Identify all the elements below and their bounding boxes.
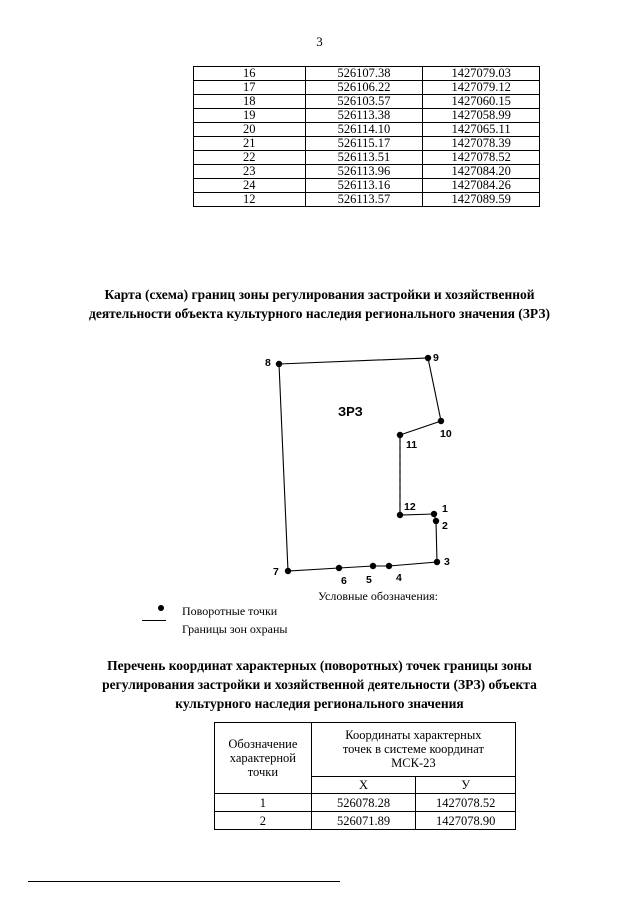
coordinates-table (214, 722, 516, 830)
point-label-6: 6 (341, 575, 347, 587)
point-label-12: 12 (404, 501, 416, 513)
boundary-point-9 (425, 355, 431, 361)
boundary-point-4 (386, 563, 392, 569)
y-coordinate-cell: 1427079.03 (423, 67, 540, 81)
x-coordinate-cell: 526114.10 (305, 123, 423, 137)
point-label-7: 7 (273, 566, 279, 578)
boundary-point-3 (434, 559, 440, 565)
point-label-5: 5 (366, 574, 372, 586)
x-coordinate-cell: 526113.96 (305, 165, 423, 179)
x-coordinate-cell: 526106.22 (305, 81, 423, 95)
zone-boundary-line (279, 358, 441, 571)
map-heading-line-1: Карта (схема) границ зоны регулирования застройки и хозяйственной (104, 287, 535, 302)
x-coordinate-cell: 526107.38 (305, 67, 423, 81)
boundary-point-11 (397, 432, 403, 438)
y-coordinate-cell: 1427078.52 (423, 151, 540, 165)
zone-label: ЗРЗ (338, 404, 363, 419)
y-coordinate-cell: 1427078.52 (416, 794, 516, 812)
x-coordinate-cell: 526115.17 (305, 137, 423, 151)
list-heading-line-2: регулирования застройки и хозяйственной деятельности (ЗРЗ) объекта (102, 677, 537, 692)
point-number-cell: 18 (194, 95, 306, 109)
designation-header-line-2: характерной (229, 751, 296, 765)
boundary-point-1 (431, 511, 437, 517)
list-heading-line-3: культурного наследия регионального значения (175, 696, 464, 711)
point-number-cell: 22 (194, 151, 306, 165)
point-label-3: 3 (444, 556, 450, 568)
coordinates-header-line-1: Координаты характерных (345, 728, 482, 743)
y-coordinate-cell: 1427084.26 (423, 179, 540, 193)
y-coordinate-cell: 1427078.90 (416, 812, 516, 830)
x-coordinate-cell: 526113.16 (305, 179, 423, 193)
coordinates-header-line-2: точек в системе координат (342, 742, 484, 757)
point-number-cell: 2 (215, 812, 312, 830)
legend-points-label: Поворотные точки (182, 604, 278, 618)
table-row (215, 794, 516, 812)
footnote-separator (28, 881, 340, 882)
y-column-header: У (416, 776, 516, 793)
map-heading-line-2: деятельности объекта культурного наследия регионального значения (ЗРЗ) (89, 306, 550, 321)
point-label-10: 10 (440, 428, 452, 440)
x-coordinate-cell: 526071.89 (311, 812, 416, 830)
point-label-1: 1 (442, 503, 448, 515)
y-coordinate-cell: 1427089.59 (423, 193, 540, 207)
point-number-cell: 16 (194, 67, 306, 81)
coordinates-table-body (215, 794, 516, 830)
y-coordinate-cell: 1427084.20 (423, 165, 540, 179)
x-column-header: Х (311, 776, 416, 793)
point-number-cell: 1 (215, 794, 312, 812)
page-number: 3 (316, 34, 323, 49)
x-coordinate-cell: 526113.57 (305, 193, 423, 207)
coordinates-list-heading (0, 656, 639, 713)
y-coordinate-cell: 1427078.39 (423, 137, 540, 151)
legend-line-symbol-icon (142, 620, 166, 621)
x-coordinate-cell: 526078.28 (311, 794, 416, 812)
point-label-8: 8 (265, 357, 271, 369)
x-coordinate-cell: 526103.57 (305, 95, 423, 109)
boundary-point-7 (285, 568, 291, 574)
boundary-point-8 (276, 361, 282, 367)
point-number-cell: 12 (194, 193, 306, 207)
legend-point-symbol-icon (158, 605, 164, 611)
y-coordinate-cell: 1427058.99 (423, 109, 540, 123)
y-coordinate-cell: 1427060.15 (423, 95, 540, 109)
y-coordinate-cell: 1427079.12 (423, 81, 540, 95)
boundary-point-10 (438, 418, 444, 424)
point-number-cell: 23 (194, 165, 306, 179)
boundary-point-6 (336, 565, 342, 571)
point-number-cell: 21 (194, 137, 306, 151)
table-row (215, 812, 516, 830)
coordinates-header-line-3: МСК-23 (391, 756, 436, 771)
point-number-cell: 24 (194, 179, 306, 193)
point-label-4: 4 (396, 572, 402, 584)
point-number-cell: 17 (194, 81, 306, 95)
legend-lines-label: Границы зон охраны (182, 622, 288, 636)
point-number-cell: 19 (194, 109, 306, 123)
coordinates-header (311, 723, 515, 777)
boundary-point-2 (433, 518, 439, 524)
designation-header-line-1: Обозначение (228, 737, 298, 751)
boundary-point-5 (370, 563, 376, 569)
designation-header (215, 723, 312, 794)
point-label-11: 11 (406, 439, 418, 451)
legend-title: Условные обозначения: (318, 589, 439, 603)
point-number-cell: 20 (194, 123, 306, 137)
point-label-9: 9 (433, 352, 439, 364)
x-coordinate-cell: 526113.51 (305, 151, 423, 165)
boundary-point-12 (397, 512, 403, 518)
y-coordinate-cell: 1427065.11 (423, 123, 540, 137)
x-coordinate-cell: 526113.38 (305, 109, 423, 123)
designation-header-line-3: точки (247, 765, 279, 779)
list-heading-line-1: Перечень координат характерных (поворотных) точек границы зоны (107, 658, 532, 673)
point-label-2: 2 (442, 520, 448, 532)
